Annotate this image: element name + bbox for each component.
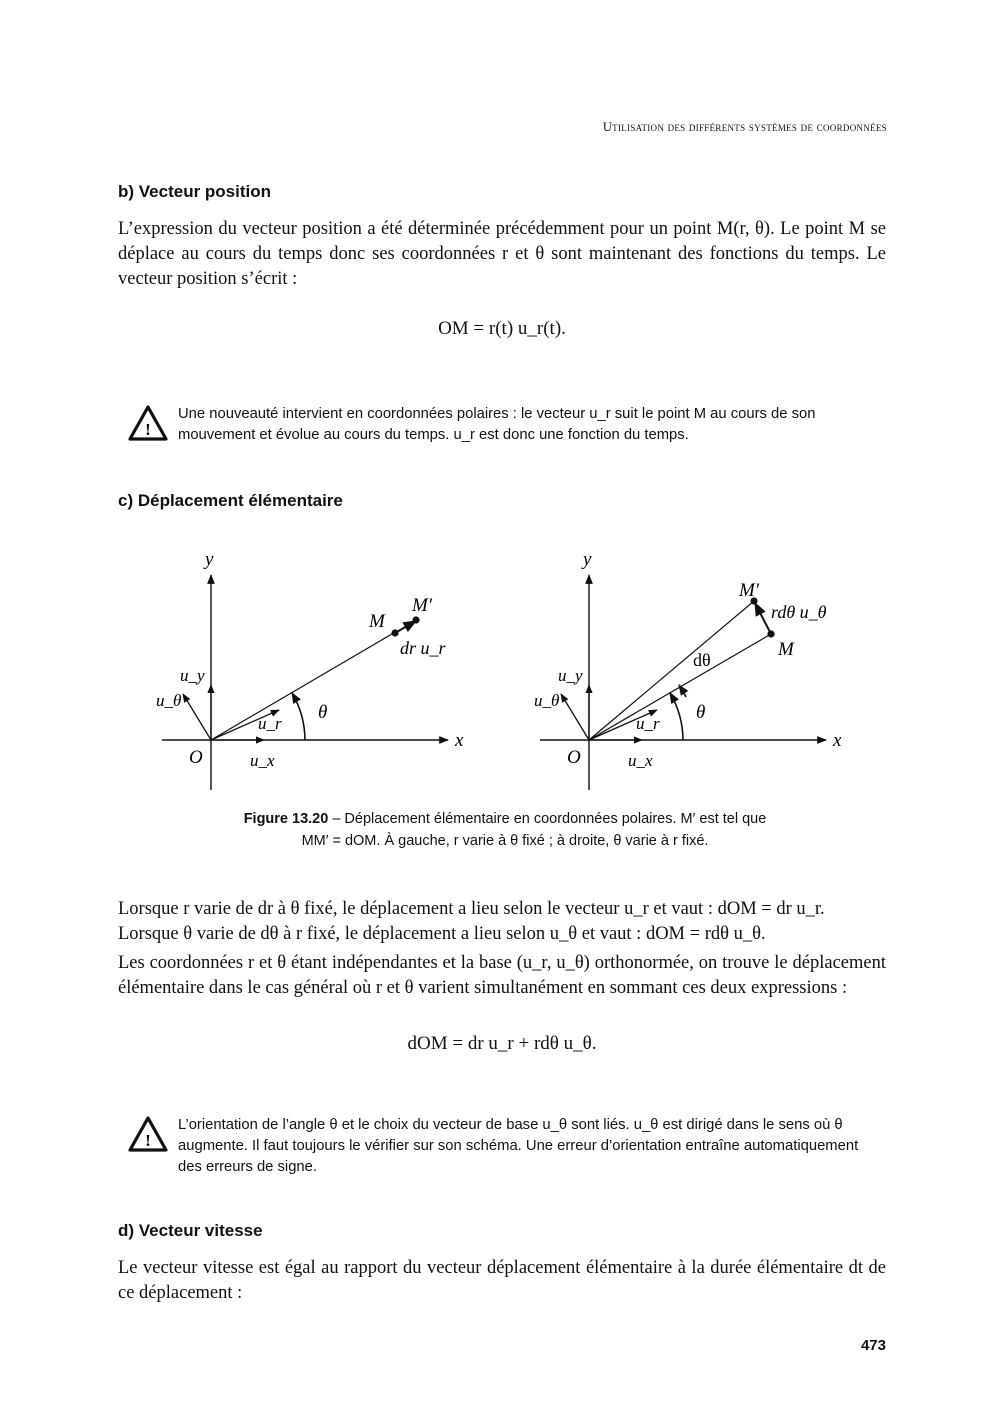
label-dr-ur: dr u_r	[400, 638, 446, 658]
label-O: O	[189, 747, 203, 768]
section-heading-d: d) Vecteur vitesse	[118, 1221, 263, 1240]
warning-box-1	[127, 404, 887, 448]
label-x: x	[455, 730, 464, 751]
label-utheta: u_θ	[534, 691, 560, 710]
paragraph-position: L’expression du vecteur position a été déterminée précédemment pour un point M(r, θ). Le point M se déplace au cours du temps donc ses coordonnées r et θ sont maintenant des fonctions du temps. Le vecteur position s’écrit :	[118, 219, 886, 289]
caption-line-2: MM′ = dOM. À gauche, r varie à θ fixé ; à droite, θ varie à r fixé.	[301, 833, 709, 849]
label-uy: u_y	[558, 666, 583, 685]
utheta-vector	[183, 694, 211, 740]
displacement-line-1: Lorsque r varie de dr à θ fixé, le déplacement a lieu selon le vecteur u_r et vaut : dOM = dr u_r.	[118, 899, 825, 919]
warning-text-2: L’orientation de l’angle θ et le choix du vecteur de base u_θ sont liés. u_θ est dirigé dans le sens où θ augmente. Il faut toujours le vérifier sur son schéma. Une erreur d’orientation entraîne automatiquement des erreurs de signe.	[178, 1117, 859, 1175]
label-rdtheta-utheta: rdθ u_θ	[771, 602, 827, 622]
warning-text-1: Une nouveauté intervient en coordonnées polaires : le vecteur u_r suit le point M au cours de son mouvement et évolue au cours du temps. u_r est donc une fonction du temps.	[178, 406, 816, 443]
utheta-vector	[561, 694, 589, 740]
label-ux: u_x	[250, 751, 275, 770]
equation-displacement: dOM = dr u_r + rdθ u_θ.	[407, 1033, 597, 1054]
displacement-general: Les coordonnées r et θ étant indépendantes et la base (u_r, u_θ) orthonormée, on trouve le déplacement élémentaire dans le cas général où r et θ varient simultanément en sommant ces deux expressions :	[118, 953, 886, 998]
label-M: M	[369, 611, 385, 632]
right-diagram	[534, 549, 842, 790]
point-M	[391, 629, 398, 636]
section-heading-c: c) Déplacement élémentaire	[118, 491, 343, 510]
equation-position: OM = r(t) u_r(t).	[438, 318, 566, 339]
label-O: O	[567, 747, 581, 768]
caption-line-1: – Déplacement élémentaire en coordonnées polaires. M′ est tel que	[328, 811, 767, 827]
label-M: M	[778, 639, 794, 660]
label-dtheta: dθ	[693, 650, 711, 670]
label-ux: u_x	[628, 751, 653, 770]
label-ur: u_r	[636, 714, 660, 733]
label-x: x	[833, 730, 842, 751]
point-M-prime	[412, 616, 419, 623]
label-ur: u_r	[258, 714, 282, 733]
paragraph-velocity: Le vecteur vitesse est égal au rapport du vecteur déplacement élémentaire à la durée élémentaire dt de ce déplacement :	[118, 1258, 886, 1303]
left-diagram	[156, 549, 464, 790]
svg-text:!: !	[145, 1131, 151, 1150]
label-utheta: u_θ	[156, 691, 182, 710]
label-M-prime: M′	[412, 595, 432, 616]
warning-box-2	[127, 1115, 887, 1181]
dtheta-arc	[679, 685, 686, 697]
page-number: 473	[860, 1337, 886, 1354]
warning-icon	[127, 404, 169, 442]
dr-ur-vector	[395, 621, 416, 633]
label-theta: θ	[318, 702, 328, 723]
label-theta: θ	[696, 702, 706, 723]
figure-label: Figure 13.20	[243, 811, 329, 827]
paragraph-displacement	[118, 897, 886, 1001]
running-header: Utilisation des différents systèmes de coordonnées	[602, 120, 887, 134]
theta-arc	[292, 693, 305, 740]
polar-displacement-figure	[150, 545, 850, 795]
label-y: y	[583, 549, 592, 570]
figure-caption	[180, 808, 830, 852]
section-heading-b: b) Vecteur position	[118, 182, 272, 201]
svg-text:!: !	[145, 420, 151, 439]
label-M-prime: M′	[739, 580, 759, 601]
theta-arc	[670, 693, 683, 740]
label-uy: u_y	[180, 666, 205, 685]
label-y: y	[205, 549, 214, 570]
displacement-line-2: Lorsque θ varie de dθ à r fixé, le déplacement a lieu selon u_θ et vaut : dOM = rdθ u_θ.	[118, 924, 766, 944]
radius-line-M-prime	[589, 601, 754, 740]
rdtheta-utheta-vector	[755, 603, 771, 634]
warning-icon	[127, 1115, 169, 1153]
point-M	[767, 630, 774, 637]
